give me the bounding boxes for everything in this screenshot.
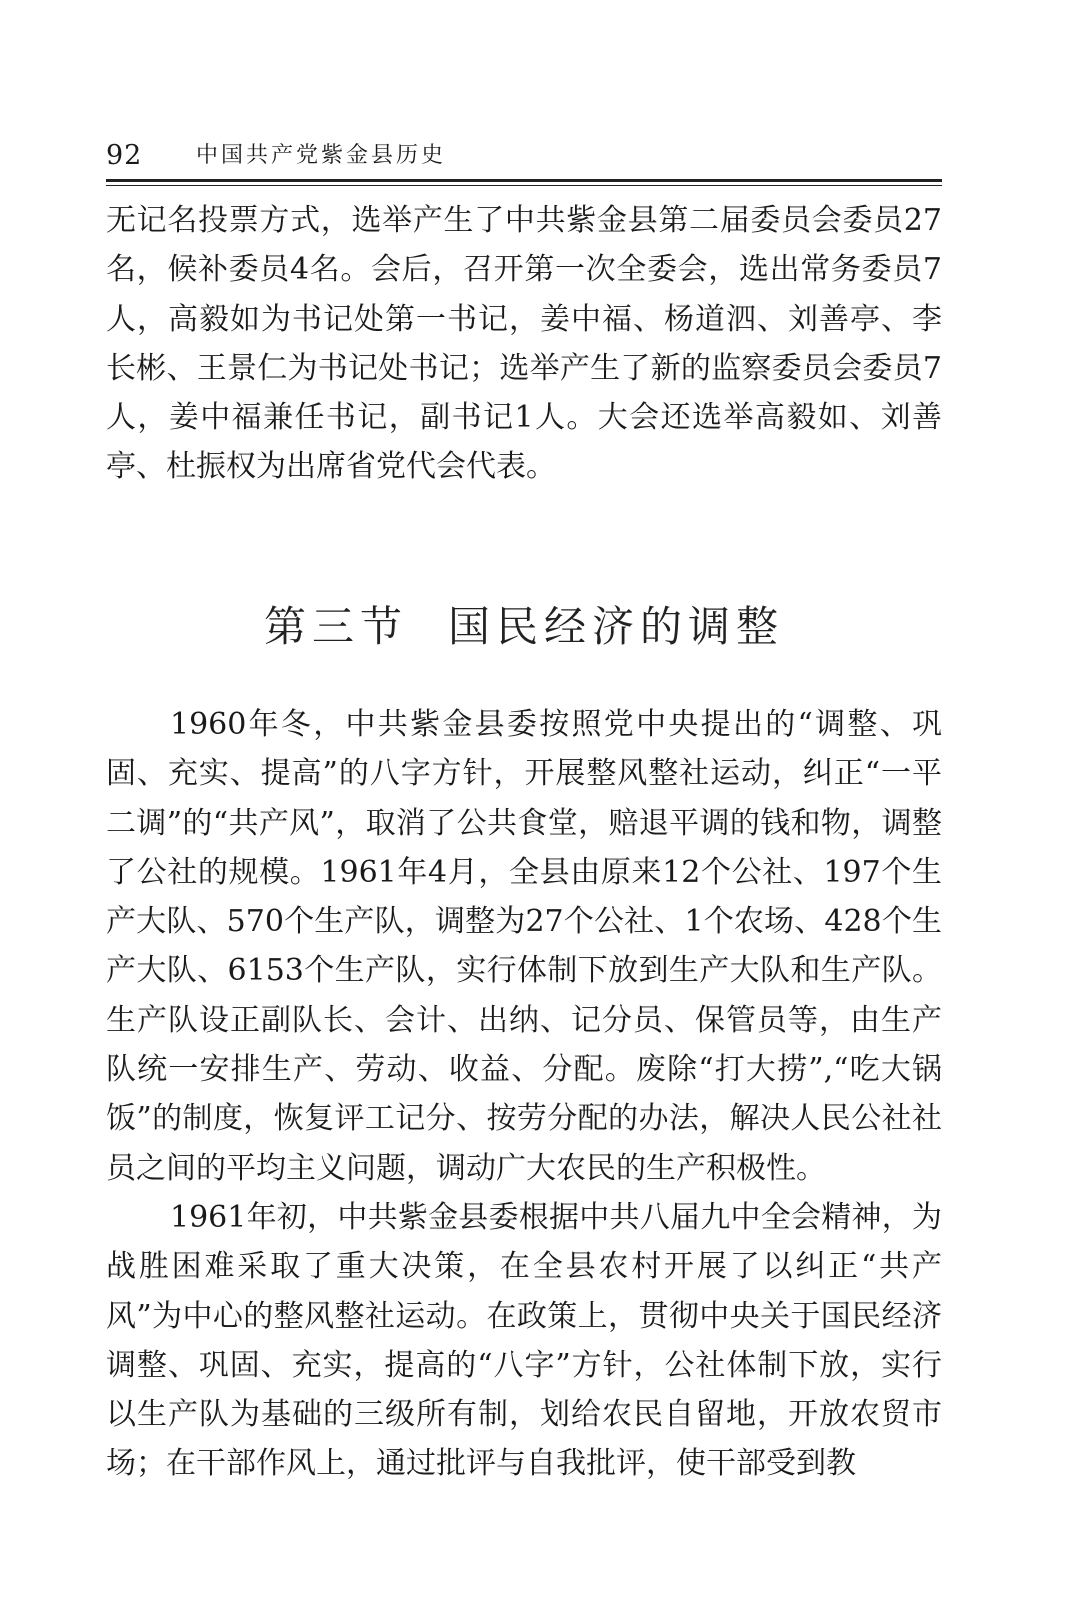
continued-text-block bbox=[106, 196, 942, 492]
header-rule-thick bbox=[106, 179, 942, 182]
continued-paragraph: 无记名投票方式，选举产生了中共紫金县第二届委员会委员27名，候补委员4名。会后，召开第一次全委会，选出常务委员7人，高毅如为书记处第一书记，姜中福、杨道泗、刘善亭、李长彬、王景仁为书记处书记；选举产生了新的监察委员会委员7人，姜中福兼任书记，副书记1人。大会还选举高毅如、刘善亭、杜振权为出席省党代会代表。 bbox=[106, 203, 942, 485]
section-body bbox=[106, 700, 942, 1489]
section-heading bbox=[106, 597, 942, 657]
body-paragraph-1: 1960年冬，中共紫金县委按照党中央提出的“调整、巩固、充实、提高”的八字方针，开展整风整社运动，纠正“一平二调”的“共产风”，取消了公共食堂，赔退平调的钱和物，调整了公社的规模。1961年4月，全县由原来12个公社、197个生产大队、570个生产队，调整为27个公社、1个农场、428个生产大队、6153个生产队，实行体制下放到生产大队和生产队。生产队设正副队长、会计、出纳、记分员、保管员等，由生产队统一安排生产、劳动、收益、分配。废除“打大捞”,“吃大锅饭”的制度，恢复评工记分、按劳分配的办法，解决人民公社社员之间的平均主义问题，调动广大农民的生产积极性。 bbox=[106, 707, 942, 1186]
page-header bbox=[106, 136, 942, 176]
running-title: 中国共产党紫金县历史 bbox=[196, 143, 447, 168]
section-number: 第三节 bbox=[263, 601, 408, 651]
header-rule-thin bbox=[106, 185, 942, 186]
page-number: 92 bbox=[106, 140, 143, 171]
section-title-text: 国民经济的调整 bbox=[448, 601, 785, 651]
body-paragraph-2: 1961年初，中共紫金县委根据中共八届九中全会精神，为战胜困难采取了重大决策，在全县农村开展了以纠正“共产风”为中心的整风整社运动。在政策上，贯彻中央关于国民经济调整、巩固、充实，提高的“八字”方针，公社体制下放，实行以生产队为基础的三级所有制，划给农民自留地，开放农贸市场；在干部作风上，通过批评与自我批评，使干部受到教 bbox=[106, 1199, 942, 1482]
